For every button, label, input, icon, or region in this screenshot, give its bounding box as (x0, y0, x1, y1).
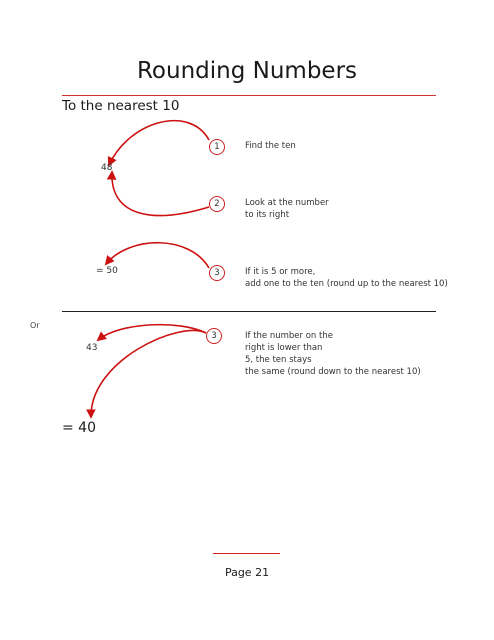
arrow-step2-to-8 (112, 172, 209, 216)
section-divider (62, 311, 436, 312)
arrow-step3b-to-43 (98, 325, 206, 340)
step-3b-line-1: If the number on the (245, 331, 333, 341)
step-3-line-2: add one to the ten (round up to the nearest 10) (245, 279, 448, 289)
step-3b-circle: 3 (206, 328, 222, 344)
step-1-circle: 1 (209, 139, 225, 155)
arrow-step1-to-48 (109, 121, 209, 165)
footer-divider (213, 553, 280, 554)
arrow-step3-to-50 (106, 243, 209, 268)
step-1-line-1: Find the ten (245, 141, 296, 151)
step-2-line-1: Look at the number (245, 198, 329, 208)
step-1-text (245, 140, 296, 152)
section-heading: To the nearest 10 (62, 98, 180, 114)
step-3-line-1: If it is 5 or more, (245, 267, 316, 277)
step-3b-line-4: the same (round down to the nearest 10) (245, 367, 421, 377)
step-2-circle: 2 (209, 196, 225, 212)
step-2-line-2: to its right (245, 210, 290, 220)
arrow-step3b-to-40 (91, 331, 206, 417)
result-40: = 40 (62, 420, 96, 436)
step-3b-text (245, 330, 421, 378)
step-3-text (245, 266, 448, 290)
number-48: 48 (101, 163, 113, 173)
page-number: Page 21 (224, 566, 270, 579)
step-3-circle: 3 (209, 265, 225, 281)
page-title: Rounding Numbers (136, 58, 358, 84)
result-50: = 50 (96, 266, 118, 276)
step-3b-line-2: right is lower than (245, 343, 323, 353)
step-3b-line-3: 5, the ten stays (245, 355, 312, 365)
or-label: Or (30, 321, 40, 330)
number-43: 43 (86, 343, 98, 353)
step-2-text (245, 197, 329, 221)
